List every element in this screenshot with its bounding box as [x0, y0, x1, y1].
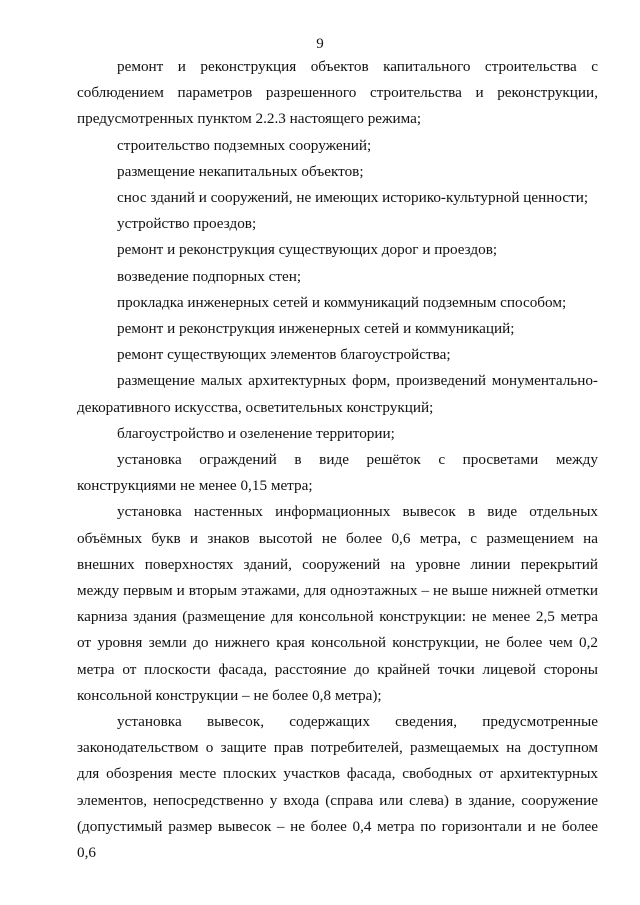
paragraph: возведение подпорных стен;	[117, 267, 302, 285]
paragraph: размещение малых архитектурных форм, произведений монументально-декоративного искусства, осветительных конструкций;	[77, 372, 598, 416]
paragraph: благоустройство и озеленение территории;	[117, 424, 395, 442]
paragraph: размещение некапитальных объектов;	[117, 162, 364, 180]
paragraph: прокладка инженерных сетей и коммуникаций подземным способом;	[117, 293, 567, 311]
page-number: 9	[316, 36, 324, 52]
paragraph: ремонт и реконструкция объектов капитального строительства с соблюдением параметров разрешенного строительства и реконструкции, предусмотренных пунктом 2.2.3 настоящего режима;	[77, 58, 598, 128]
paragraph: ремонт и реконструкция инженерных сетей и коммуникаций;	[117, 320, 515, 338]
paragraph: установка вывесок, содержащих сведения, предусмотренные законодательством о защите прав потребителей, размещаемых на доступном для обозрения месте плоских участков фасада, свободных от архитектурных элементов, непосредственно у входа (справа или слева) в здание, сооружение (допустимый размер вывесок – не более 0,4 метра по горизонтали и не более 0,6	[77, 713, 598, 862]
paragraph: ремонт и реконструкция существующих дорог и проездов;	[117, 241, 498, 259]
paragraph: установка ограждений в виде решёток с просветами между конструкциями не менее 0,15 метра;	[77, 451, 598, 495]
paragraph: снос зданий и сооружений, не имеющих историко-культурной ценности;	[117, 189, 589, 207]
paragraph: устройство проездов;	[117, 215, 257, 233]
paragraph: установка настенных информационных вывесок в виде отдельных объёмных букв и знаков высотой не более 0,6 метра, с размещением на внешних поверхностях зданий, сооружений на уровне линии перекрытий между первым и вторым этажами, для одноэтажных – не выше нижней отметки карниза здания (размещение для консольной конструкции: не менее 2,5 метра от уровня земли до нижнего края консольной конструкции, не более чем 0,2 метра от плоскости фасада, расстояние до крайней точки лицевой стороны консольной конструкции – не более 0,8 метра);	[77, 503, 598, 704]
paragraph: строительство подземных сооружений;	[117, 136, 372, 154]
paragraph: ремонт существующих элементов благоустройства;	[117, 346, 451, 364]
document-body	[77, 54, 598, 866]
